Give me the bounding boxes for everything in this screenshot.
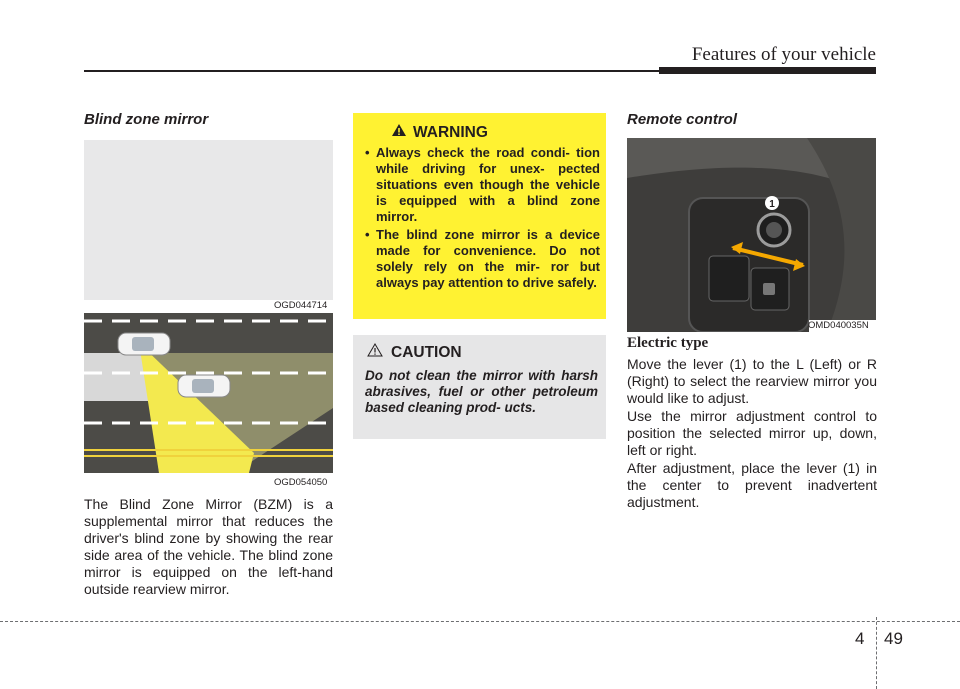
- footer-rule: [0, 621, 960, 622]
- chapter-number: 4: [855, 629, 865, 648]
- image-code-label: OMD040035N: [808, 320, 869, 331]
- warning-box: [353, 113, 606, 319]
- page-number: 49: [884, 629, 903, 648]
- remote-control-heading: Remote control: [627, 111, 738, 128]
- warning-title: WARNING: [413, 123, 488, 141]
- remote-control-paragraph: After adjustment, place the lever (1) in the center to prevent inadvertent adjustment.: [627, 460, 877, 510]
- image-code-label: OGD054050: [274, 477, 328, 488]
- image-code-label: OGD044714: [274, 300, 328, 311]
- caution-text: Do not clean the mirror with harsh abrasives, fuel or other petroleum based cleaning prod- ucts.: [365, 368, 598, 415]
- svg-text:1: 1: [769, 199, 775, 210]
- blind-zone-mirror-heading: Blind zone mirror: [84, 111, 209, 128]
- warning-item: • Always check the road condi- tion while driving for unex- pected situations even though the vehicle is equipped with a blind zone mirror.: [363, 145, 600, 225]
- warning-triangle-icon: [391, 123, 407, 142]
- caution-title: CAUTION: [391, 343, 462, 361]
- footer-divider: [876, 617, 877, 689]
- blind-zone-diagram: [84, 313, 333, 473]
- remote-control-photo: [627, 138, 876, 332]
- remote-control-paragraph: Move the lever (1) to the L (Left) or R (Right) to select the rearview mirror you would like to adjust.: [627, 356, 877, 406]
- blind-zone-description: The Blind Zone Mirror (BZM) is a supplemental mirror that reduces the driver's blind zone by showing the rear side area of the vehicle. The blind zone mirror is equipped on the left-hand outside rearview mirror.: [84, 496, 333, 597]
- caution-triangle-icon: [367, 343, 383, 362]
- running-header: Features of your vehicle: [691, 44, 876, 65]
- remote-control-paragraph: Use the mirror adjustment control to position the selected mirror up, down, left or right.: [627, 408, 877, 458]
- warning-item: • The blind zone mirror is a device made for convenience. Do not solely rely on the mir- ror but always pay attention to drive safely.: [363, 227, 600, 291]
- electric-type-subtitle: Electric type: [627, 335, 709, 351]
- header-rule-accent: [659, 67, 876, 74]
- caution-box: [353, 335, 606, 439]
- blind-zone-mirror-photo: [84, 140, 333, 300]
